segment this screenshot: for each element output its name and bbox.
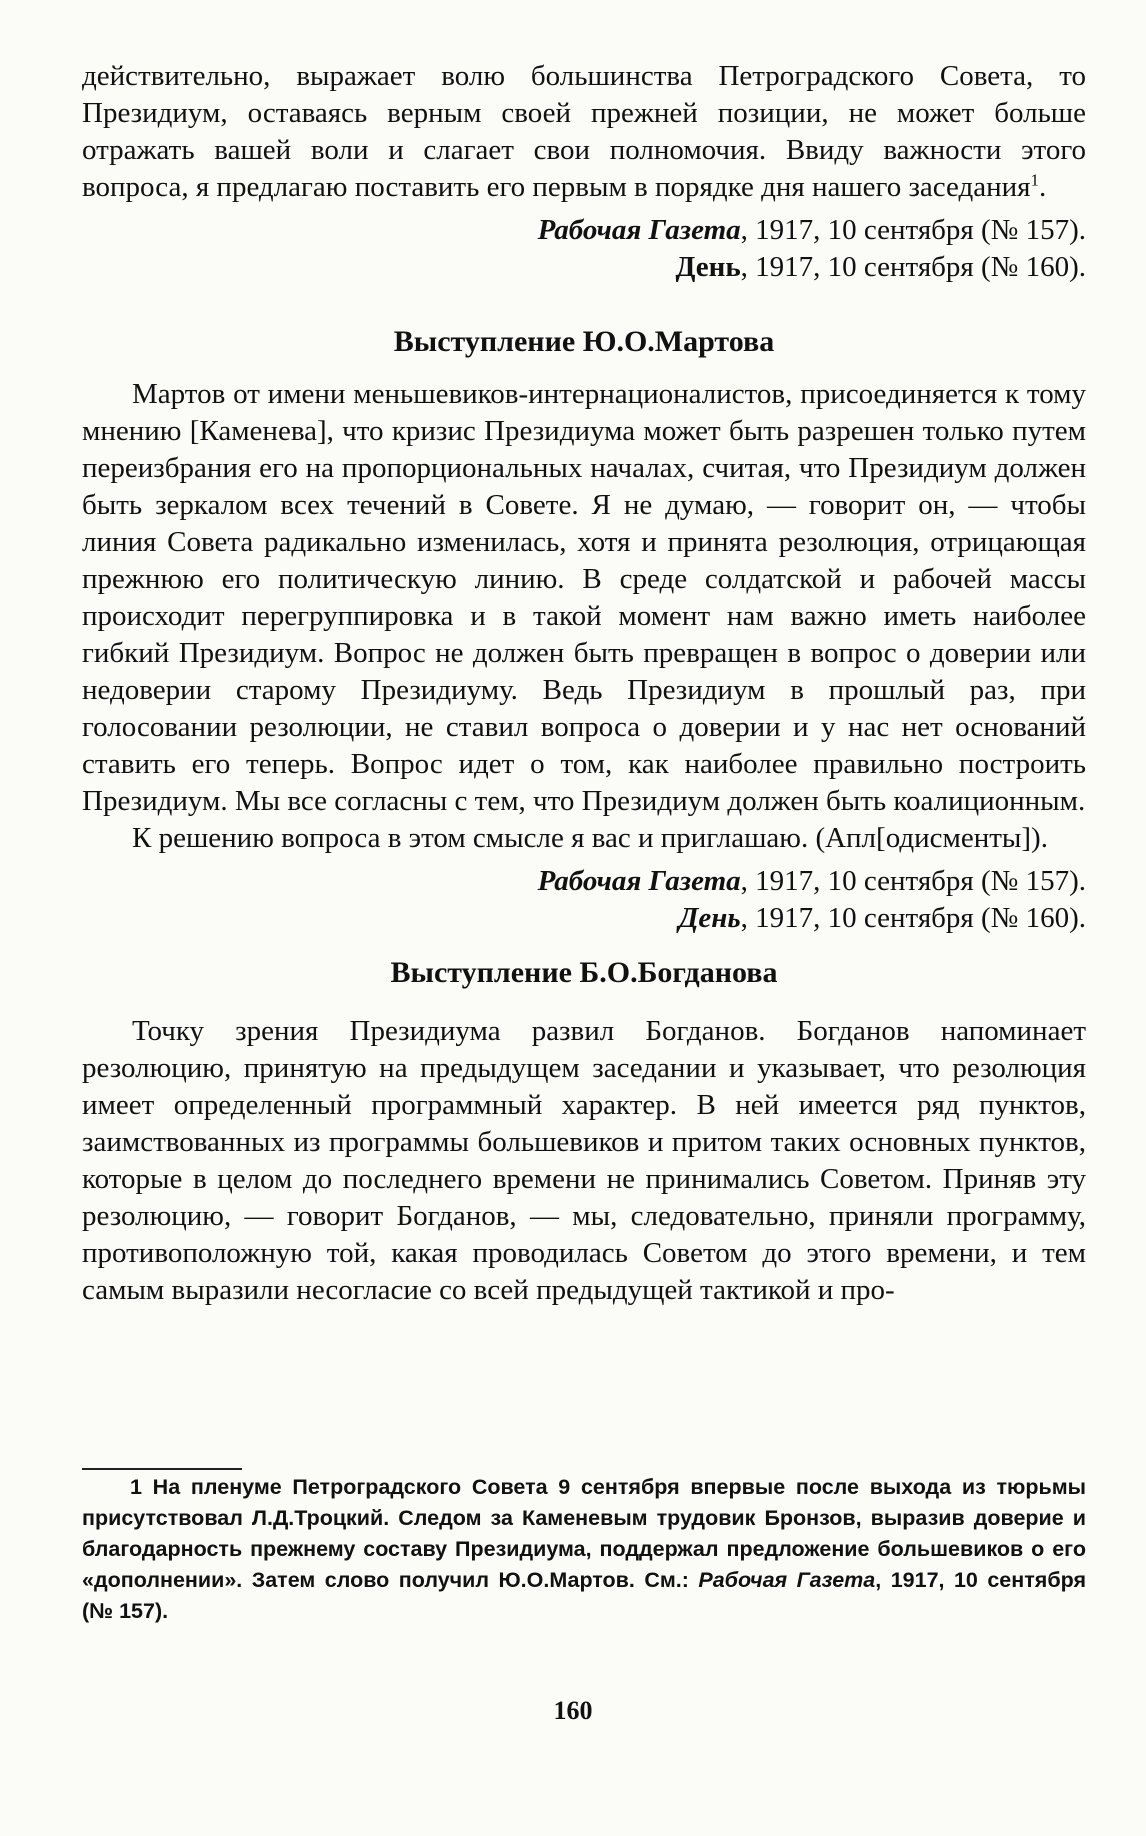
footnote-1: 1 На пленуме Петроградского Совета 9 сентября впервые после выхода из тюрьмы присутствовал Л.Д.Троцкий. Следом за Каменевым трудовик Бронзов, выразив доверие и благодарность прежнему составу Президиума, поддержал предложение большевиков о его «дополнении». Затем слово получил Ю.О.Мартов. См.: Рабочая Газета, 1917, 10 сентября (№ 157).: [82, 1475, 1087, 1623]
source-citation: День, 1917, 10 сентября (№ 160).: [675, 251, 1086, 283]
martov-paragraph-2: К решению вопроса в этом смысле я вас и приглашаю. (Апл[одисменты]).: [132, 822, 1048, 854]
source-citation: Рабочая Газета, 1917, 10 сентября (№ 157).: [537, 214, 1086, 246]
martov-paragraph-1: Мартов от имени меньшевиков-интернационалистов, присоединяется к тому мнению [Каменева], что кризис Президиума может быть разрешен только путем переизбрания его на пропорциональных началах, считая, что Президиум должен быть зеркалом всех течений в Совете. Я не думаю, — говорит он, — чтобы линия Совета радикально изменилась, хотя и принята резолюция, отрицающая прежнюю его политическую линию. В среде солдатской и рабочей массы происходит перегруппировка и в такой момент нам важно иметь наиболее гибкий Президиум. Вопрос не должен быть превращен в вопрос о доверии или недоверии старому Президиуму. Ведь Президиум в прошлый раз, при голосовании резолюции, не ставил вопроса о доверии и у нас нет оснований ставить его теперь. Вопрос идет о том, как наиболее правильно построить Президиум. Мы все согласны с тем, что Президиум должен быть коалиционным.: [82, 378, 1086, 817]
section-heading-bogdanov: Выступление Б.О.Богданова: [390, 956, 778, 989]
top-paragraph: действительно, выражает волю большинства Петроградского Совета, то Президиум, оставаясь верным своей прежней позиции, не может больше отражать вашей воли и слагает свои полномочия. Ввиду важности этого вопроса, я предлагаю поставить его первым в порядке дня нашего заседания$^1$.: [82, 60, 1086, 203]
bogdanov-paragraph-1: Точку зрения Президиума развил Богданов. Богданов напоминает резолюцию, принятую на предыдущем заседании и указывает, что резолюция имеет определенный программный характер. В ней имеется ряд пунктов, заимствованных из программы большевиков и притом таких основных пунктов, которые в целом до последнего времени не принимались Советом. Приняв эту резолюцию, — говорит Богданов, — мы, следовательно, приняли программу, противоположную той, какая проводилась Советом до этого времени, и тем самым выразили несогласие со всей предыдущей тактикой и про-: [82, 1015, 1086, 1306]
main-text-column: [82, 58, 1086, 1309]
footnote-ref-1: 1: [1030, 170, 1040, 190]
source-citation: День, 1917, 10 сентября (№ 160).: [678, 902, 1086, 934]
footnote-divider: [82, 1468, 242, 1470]
source-citation: Рабочая Газета, 1917, 10 сентября (№ 157).: [537, 865, 1086, 897]
page-number: 160: [553, 1696, 593, 1725]
section-heading-martov: Выступление Ю.О.Мартова: [393, 325, 775, 358]
